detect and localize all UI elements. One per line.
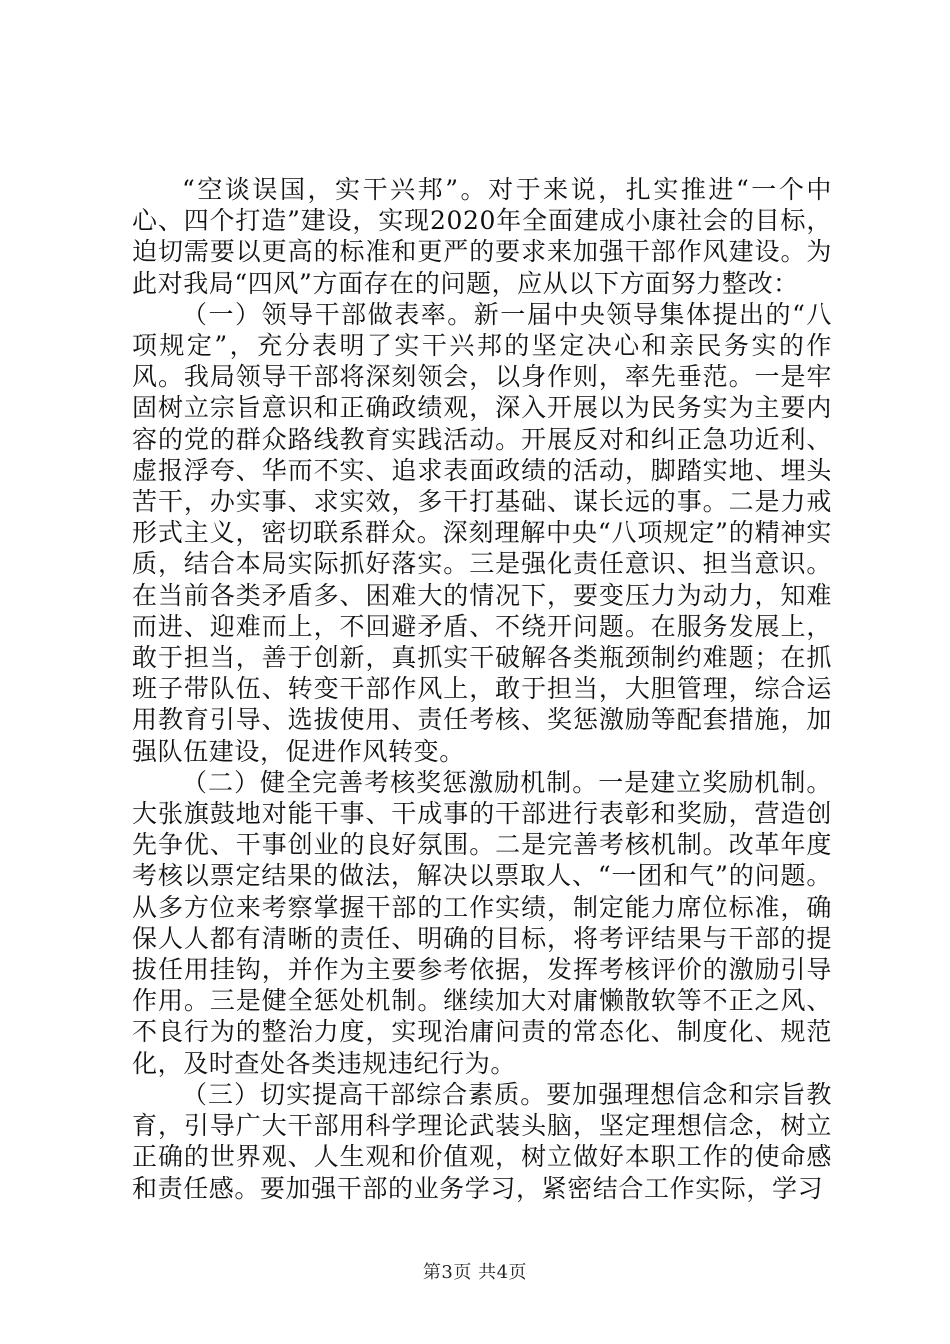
- paragraph-section-2: （二）健全完善考核奖惩激励机制。一是建立奖励机制。大张旗鼓地对能干事、干成事的干部进行表彰和奖励，营造创先争优、干事创业的良好氛围。二是完善考核机制。改革年度考核以票定结果的做法，解决以票取人、“一团和气”的问题。从多方位来考察掌握干部的工作实绩，制定能力席位标准，确保人人都有清晰的责任、明确的目标，将考评结果与干部的提拔任用挂钩，并作为主要参考依据，发挥考核评价的激励引导作用。三是健全惩处机制。继续加大对庸懒散软等不正之风、不良行为的整治力度，实现治庸问责的常态化、制度化、规范化，及时查处各类违规违纪行为。: [132, 767, 832, 1078]
- paragraph-section-3: （三）切实提高干部综合素质。要加强理想信念和宗旨教育，引导广大干部用科学理论武装头脑，坚定理想信念，树立正确的世界观、人生观和价值观，树立做好本职工作的使命感和责任感。要加强干部的业务学习，紧密结合工作实际，学习: [132, 1079, 832, 1203]
- page-number-footer: 第3页 共4页: [422, 1262, 528, 1283]
- paragraph-section-1: （一）领导干部做表率。新一届中央领导集体提出的“八项规定”，充分表明了实干兴邦的坚定决心和亲民务实的作风。我局领导干部将深刻领会，以身作则，率先垂范。一是牢固树立宗旨意识和正确政绩观，深入开展以为民务实为主要内容的党的群众路线教育实践活动。开展反对和纠正急功近利、虚报浮夸、华而不实、追求表面政绩的活动，脚踏实地、埋头苦干，办实事、求实效，多干打基础、谋长远的事。二是力戒形式主义，密切联系群众。深刻理解中央“八项规定”的精神实质，结合本局实际抓好落实。三是强化责任意识、担当意识。在当前各类矛盾多、困难大的情况下，要变压力为动力，知难而进、迎难而上，不回避矛盾、不绕开问题。在服务发展上，敢于担当，善于创新，真抓实干破解各类瓶颈制约难题；在抓班子带队伍、转变干部作风上，敢于担当，大胆管理，综合运用教育引导、选拔使用、责任考核、奖惩激励等配套措施，加强队伍建设，促进作风转变。: [132, 299, 832, 766]
- document-body: [132, 174, 832, 1204]
- paragraph-intro: “空谈误国，实干兴邦”。对于来说，扎实推进“一个中心、四个打造”建设，实现2020年全面建成小康社会的目标，迫切需要以更高的标准和更严的要求来加强干部作风建设。为此对我局“四风”方面存在的问题，应从以下方面努力整改：: [132, 175, 832, 298]
